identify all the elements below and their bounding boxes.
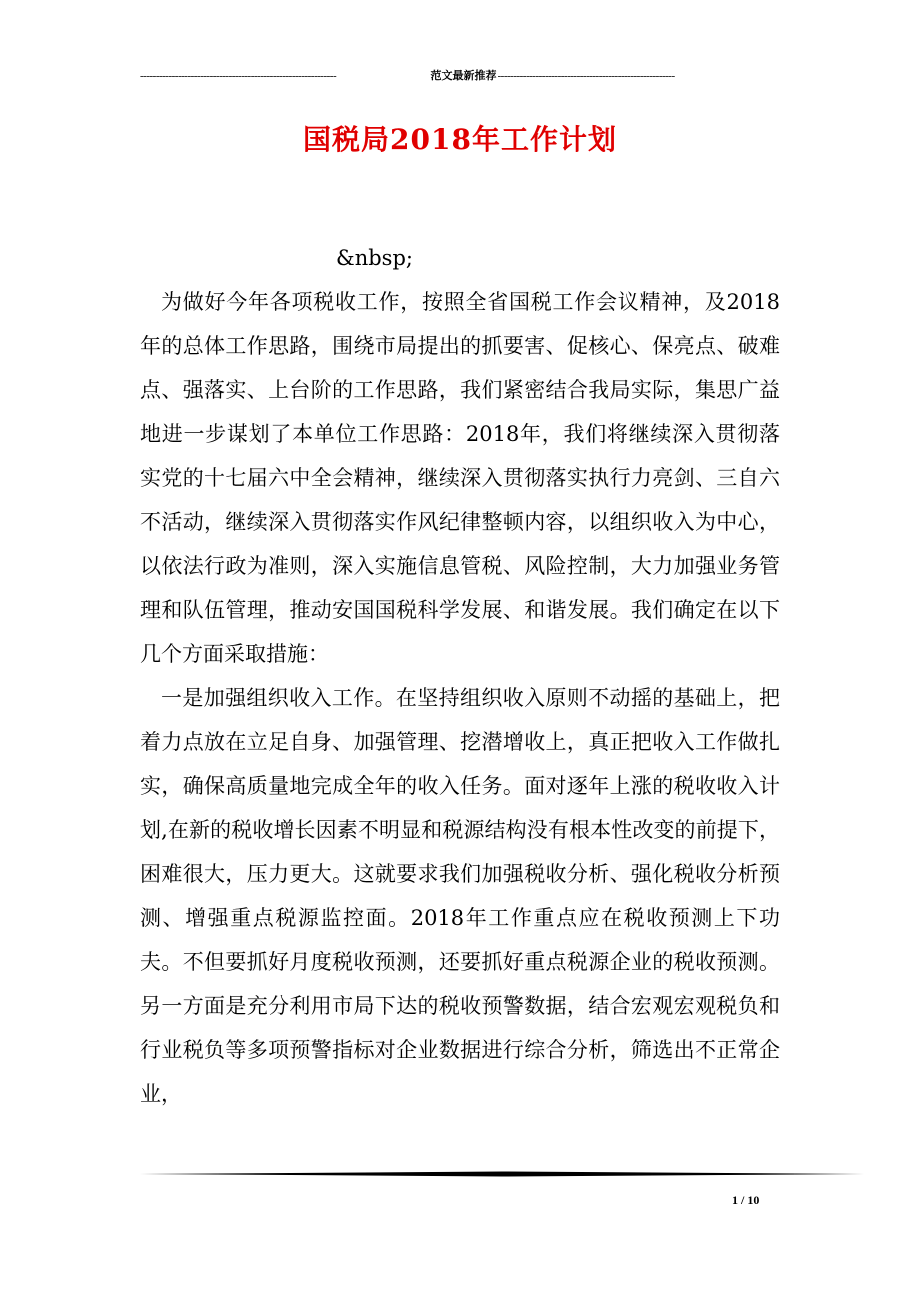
page-header [140,68,768,84]
header-right-dashes: -------------------------------------------------------- [497,70,675,82]
nbsp-text: &nbsp; [336,246,413,270]
document-body [140,236,780,1116]
paragraph-intro: 为做好今年各项税收工作，按照全省国税工作会议精神，及2018年的总体工作思路，围绕市局提出的抓要害、促核心、保亮点、破难点、强落实、上台阶的工作思路，我们紧密结合我局实际，集思广益地进一步谋划了本单位工作思路：2018年，我们将继续深入贯彻落实党的十七届六中全会精神，继续深入贯彻落实执行力亮剑、三自六不活动，继续深入贯彻落实作风纪律整顿内容，以组织收入为中心，以依法行政为准则，深入实施信息管税、风险控制，大力加强业务管理和队伍管理，推动安国国税科学发展、和谐发展。我们确定在以下几个方面采取措施： [140,290,780,666]
header-left-dashes: -------------------------------------------------------------- [140,70,337,82]
footer-rule [140,1170,864,1178]
header-label: 范文最新推荐 [430,69,497,82]
document-title: 国税局2018年工作计划 [303,123,617,156]
paragraph-revenue: 一是加强组织收入工作。在坚持组织收入原则不动摇的基础上，把着力点放在立足自身、加强管理、挖潜增收上，真正把收入工作做扎实，确保高质量地完成全年的收入任务。面对逐年上涨的税收收入计划,在新的税收增长因素不明显和税源结构没有根本性改变的前提下，困难很大，压力更大。这就要求我们加强税收分析、强化税收分析预测、增强重点税源监控面。2018年工作重点应在税收预测上下功夫。不但要抓好月度税收预测，还要抓好重点税源企业的税收预测。另一方面是充分利用市局下达的税收预警数据，结合宏观宏观税负和行业税负等多项预警指标对企业数据进行综合分析，筛选出不正常企业， [140,686,780,1106]
page-number: 1 / 10 [732,1193,760,1207]
